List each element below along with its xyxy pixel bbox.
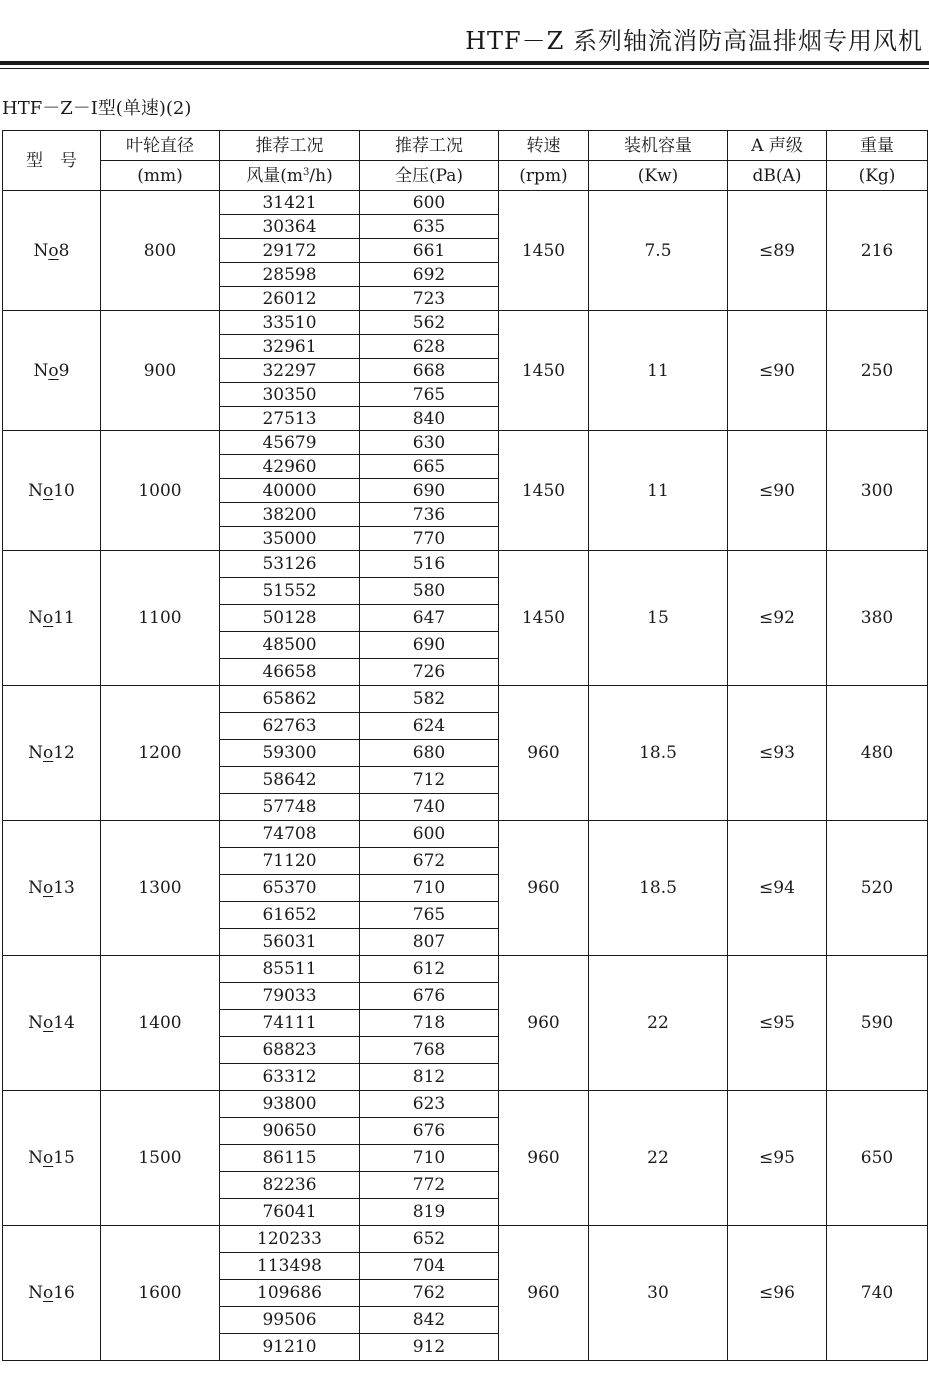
pressure-cell: 652 <box>360 1226 499 1253</box>
model-no-number: 15 <box>53 1148 75 1168</box>
weight-cell: 300 <box>827 431 928 551</box>
airflow-cell: 90650 <box>220 1118 360 1145</box>
col-header-airflow: 推荐工况 <box>220 131 360 161</box>
pressure-cell: 676 <box>360 1118 499 1145</box>
model-no-prefix: N <box>28 878 43 898</box>
model-no-prefix: N <box>28 480 43 501</box>
col-header-model: 型 号 <box>3 131 101 191</box>
col-header-noise: A 声级 <box>728 131 827 161</box>
model-no-cell <box>3 686 101 821</box>
power-cell: 22 <box>589 1091 728 1226</box>
airflow-cell: 27513 <box>220 407 360 431</box>
airflow-cell: 91210 <box>220 1334 360 1361</box>
pressure-cell: 690 <box>360 479 499 503</box>
model-no-cell <box>3 821 101 956</box>
power-cell: 18.5 <box>589 686 728 821</box>
airflow-cell: 28598 <box>220 263 360 287</box>
model-no-number: 14 <box>53 1013 75 1033</box>
airflow-cell: 53126 <box>220 551 360 578</box>
airflow-cell: 56031 <box>220 929 360 956</box>
speed-cell: 1450 <box>499 311 589 431</box>
power-cell: 18.5 <box>589 821 728 956</box>
table-caption: HTF－Z－Ⅰ型(单速)(2) <box>2 98 192 119</box>
pressure-cell: 600 <box>360 821 499 848</box>
table-row <box>3 1226 928 1253</box>
col-header-weight: 重量 <box>827 131 928 161</box>
impeller-diameter-cell: 1400 <box>101 956 220 1091</box>
airflow-cell: 68823 <box>220 1037 360 1064</box>
airflow-cell: 30364 <box>220 215 360 239</box>
model-no-cell <box>3 551 101 686</box>
airflow-cell: 29172 <box>220 239 360 263</box>
pressure-cell: 912 <box>360 1334 499 1361</box>
model-no-o: o <box>42 480 54 501</box>
pressure-cell: 628 <box>360 335 499 359</box>
col-unit-speed: (rpm) <box>499 161 589 191</box>
col-header-impeller: 叶轮直径 <box>101 131 220 161</box>
pressure-cell: 765 <box>360 902 499 929</box>
header-row-1 <box>3 131 928 161</box>
speed-cell: 960 <box>499 821 589 956</box>
power-cell: 11 <box>589 431 728 551</box>
pressure-cell: 710 <box>360 875 499 902</box>
col-unit-pressure: 全压(Pa) <box>360 161 499 191</box>
airflow-cell: 30350 <box>220 383 360 407</box>
model-no-number: 10 <box>53 480 75 501</box>
model-no-prefix: N <box>28 743 43 763</box>
power-cell: 22 <box>589 956 728 1091</box>
pressure-cell: 740 <box>360 794 499 821</box>
impeller-diameter-cell: 800 <box>101 191 220 311</box>
pressure-cell: 624 <box>360 713 499 740</box>
pressure-cell: 600 <box>360 191 499 215</box>
pressure-cell: 630 <box>360 431 499 455</box>
pressure-cell: 647 <box>360 605 499 632</box>
airflow-cell: 35000 <box>220 527 360 551</box>
table-row <box>3 821 928 848</box>
impeller-diameter-cell: 900 <box>101 311 220 431</box>
table-row <box>3 431 928 455</box>
col-unit-power: (Kw) <box>589 161 728 191</box>
airflow-cell: 45679 <box>220 431 360 455</box>
model-no-o: o <box>42 1013 54 1033</box>
table-row <box>3 956 928 983</box>
pressure-cell: 690 <box>360 632 499 659</box>
model-no-prefix: N <box>28 608 43 628</box>
airflow-cell: 48500 <box>220 632 360 659</box>
pressure-cell: 704 <box>360 1253 499 1280</box>
pressure-cell: 768 <box>360 1037 499 1064</box>
power-cell: 15 <box>589 551 728 686</box>
noise-cell: ≤96 <box>728 1226 827 1361</box>
model-no-number: 16 <box>53 1283 75 1303</box>
fan-spec-table <box>2 130 928 1361</box>
pressure-cell: 762 <box>360 1280 499 1307</box>
header-rule-thick <box>0 61 929 65</box>
model-no-prefix: N <box>28 1013 43 1033</box>
pressure-cell: 812 <box>360 1064 499 1091</box>
pressure-cell: 623 <box>360 1091 499 1118</box>
pressure-cell: 819 <box>360 1199 499 1226</box>
airflow-cell: 113498 <box>220 1253 360 1280</box>
model-no-number: 8 <box>58 240 70 261</box>
airflow-cell: 120233 <box>220 1226 360 1253</box>
model-no-o: o <box>42 1148 54 1168</box>
airflow-cell: 58642 <box>220 767 360 794</box>
power-cell: 30 <box>589 1226 728 1361</box>
airflow-cell: 42960 <box>220 455 360 479</box>
airflow-cell: 57748 <box>220 794 360 821</box>
pressure-cell: 562 <box>360 311 499 335</box>
model-no-o: o <box>42 878 54 898</box>
model-no-cell <box>3 431 101 551</box>
col-header-power: 装机容量 <box>589 131 728 161</box>
pressure-cell: 635 <box>360 215 499 239</box>
airflow-cell: 62763 <box>220 713 360 740</box>
pressure-cell: 840 <box>360 407 499 431</box>
noise-cell: ≤92 <box>728 551 827 686</box>
airflow-cell: 86115 <box>220 1145 360 1172</box>
pressure-cell: 672 <box>360 848 499 875</box>
pressure-cell: 665 <box>360 455 499 479</box>
speed-cell: 960 <box>499 956 589 1091</box>
noise-cell: ≤89 <box>728 191 827 311</box>
model-no-prefix: N <box>33 240 49 261</box>
airflow-cell: 38200 <box>220 503 360 527</box>
col-header-pressure: 推荐工况 <box>360 131 499 161</box>
pressure-cell: 710 <box>360 1145 499 1172</box>
airflow-cell: 65862 <box>220 686 360 713</box>
col-unit-impeller: (mm) <box>101 161 220 191</box>
airflow-cell: 32961 <box>220 335 360 359</box>
model-no-o: o <box>42 743 54 763</box>
speed-cell: 960 <box>499 686 589 821</box>
model-no-cell <box>3 1091 101 1226</box>
table-row <box>3 191 928 215</box>
model-no-o: o <box>48 240 59 261</box>
speed-cell: 960 <box>499 1091 589 1226</box>
model-no-cell <box>3 956 101 1091</box>
table-row <box>3 311 928 335</box>
pressure-cell: 772 <box>360 1172 499 1199</box>
table-row <box>3 551 928 578</box>
noise-cell: ≤95 <box>728 1091 827 1226</box>
weight-cell: 650 <box>827 1091 928 1226</box>
pressure-cell: 612 <box>360 956 499 983</box>
airflow-cell: 26012 <box>220 287 360 311</box>
noise-cell: ≤94 <box>728 821 827 956</box>
pressure-cell: 661 <box>360 239 499 263</box>
impeller-diameter-cell: 1200 <box>101 686 220 821</box>
speed-cell: 1450 <box>499 191 589 311</box>
model-no-o: o <box>42 608 54 628</box>
model-no-prefix: N <box>28 1283 43 1303</box>
airflow-cell: 32297 <box>220 359 360 383</box>
header-rule-thin <box>0 68 929 69</box>
model-no-prefix: N <box>28 1148 43 1168</box>
pressure-cell: 680 <box>360 740 499 767</box>
airflow-cell: 99506 <box>220 1307 360 1334</box>
airflow-cell: 82236 <box>220 1172 360 1199</box>
airflow-cell: 74708 <box>220 821 360 848</box>
airflow-cell: 85511 <box>220 956 360 983</box>
model-no-number: 13 <box>53 878 75 898</box>
airflow-cell: 59300 <box>220 740 360 767</box>
pressure-cell: 726 <box>360 659 499 686</box>
model-no-o: o <box>42 1283 54 1303</box>
noise-cell: ≤90 <box>728 431 827 551</box>
speed-cell: 1450 <box>499 431 589 551</box>
pressure-cell: 723 <box>360 287 499 311</box>
pressure-cell: 770 <box>360 527 499 551</box>
airflow-cell: 51552 <box>220 578 360 605</box>
pressure-cell: 718 <box>360 1010 499 1037</box>
power-cell: 7.5 <box>589 191 728 311</box>
airflow-cell: 79033 <box>220 983 360 1010</box>
pressure-cell: 668 <box>360 359 499 383</box>
col-header-speed: 转速 <box>499 131 589 161</box>
airflow-cell: 109686 <box>220 1280 360 1307</box>
weight-cell: 250 <box>827 311 928 431</box>
impeller-diameter-cell: 1100 <box>101 551 220 686</box>
airflow-cell: 93800 <box>220 1091 360 1118</box>
model-no-number: 11 <box>53 608 75 628</box>
noise-cell: ≤90 <box>728 311 827 431</box>
model-no-o: o <box>48 360 59 381</box>
airflow-cell: 33510 <box>220 311 360 335</box>
pressure-cell: 692 <box>360 263 499 287</box>
impeller-diameter-cell: 1600 <box>101 1226 220 1361</box>
model-no-cell <box>3 311 101 431</box>
weight-cell: 740 <box>827 1226 928 1361</box>
airflow-cell: 46658 <box>220 659 360 686</box>
weight-cell: 380 <box>827 551 928 686</box>
weight-cell: 520 <box>827 821 928 956</box>
speed-cell: 960 <box>499 1226 589 1361</box>
airflow-cell: 61652 <box>220 902 360 929</box>
speed-cell: 1450 <box>499 551 589 686</box>
col-unit-weight: (Kg) <box>827 161 928 191</box>
col-unit-airflow: 风量$(m^3/h)$ <box>220 161 360 191</box>
weight-cell: 480 <box>827 686 928 821</box>
model-no-cell <box>3 191 101 311</box>
pressure-cell: 842 <box>360 1307 499 1334</box>
table-row <box>3 1091 928 1118</box>
pressure-cell: 516 <box>360 551 499 578</box>
model-no-cell <box>3 1226 101 1361</box>
table-row <box>3 686 928 713</box>
impeller-diameter-cell: 1500 <box>101 1091 220 1226</box>
impeller-diameter-cell: 1300 <box>101 821 220 956</box>
airflow-cell: 50128 <box>220 605 360 632</box>
pressure-cell: 736 <box>360 503 499 527</box>
noise-cell: ≤93 <box>728 686 827 821</box>
airflow-cell: 76041 <box>220 1199 360 1226</box>
airflow-cell: 40000 <box>220 479 360 503</box>
impeller-diameter-cell: 1000 <box>101 431 220 551</box>
weight-cell: 216 <box>827 191 928 311</box>
power-cell: 11 <box>589 311 728 431</box>
model-no-number: 9 <box>58 360 70 381</box>
model-no-prefix: N <box>33 360 49 381</box>
airflow-cell: 71120 <box>220 848 360 875</box>
header-row-2 <box>3 161 928 191</box>
model-no-number: 12 <box>53 743 75 763</box>
pressure-cell: 712 <box>360 767 499 794</box>
pressure-cell: 765 <box>360 383 499 407</box>
page-header-title: HTF－Z 系列轴流消防高温排烟专用风机 <box>465 27 923 55</box>
airflow-cell: 31421 <box>220 191 360 215</box>
airflow-cell: 65370 <box>220 875 360 902</box>
airflow-cell: 74111 <box>220 1010 360 1037</box>
weight-cell: 590 <box>827 956 928 1091</box>
pressure-cell: 807 <box>360 929 499 956</box>
pressure-cell: 582 <box>360 686 499 713</box>
pressure-cell: 676 <box>360 983 499 1010</box>
noise-cell: ≤95 <box>728 956 827 1091</box>
pressure-cell: 580 <box>360 578 499 605</box>
col-unit-noise: dB(A) <box>728 161 827 191</box>
airflow-cell: 63312 <box>220 1064 360 1091</box>
